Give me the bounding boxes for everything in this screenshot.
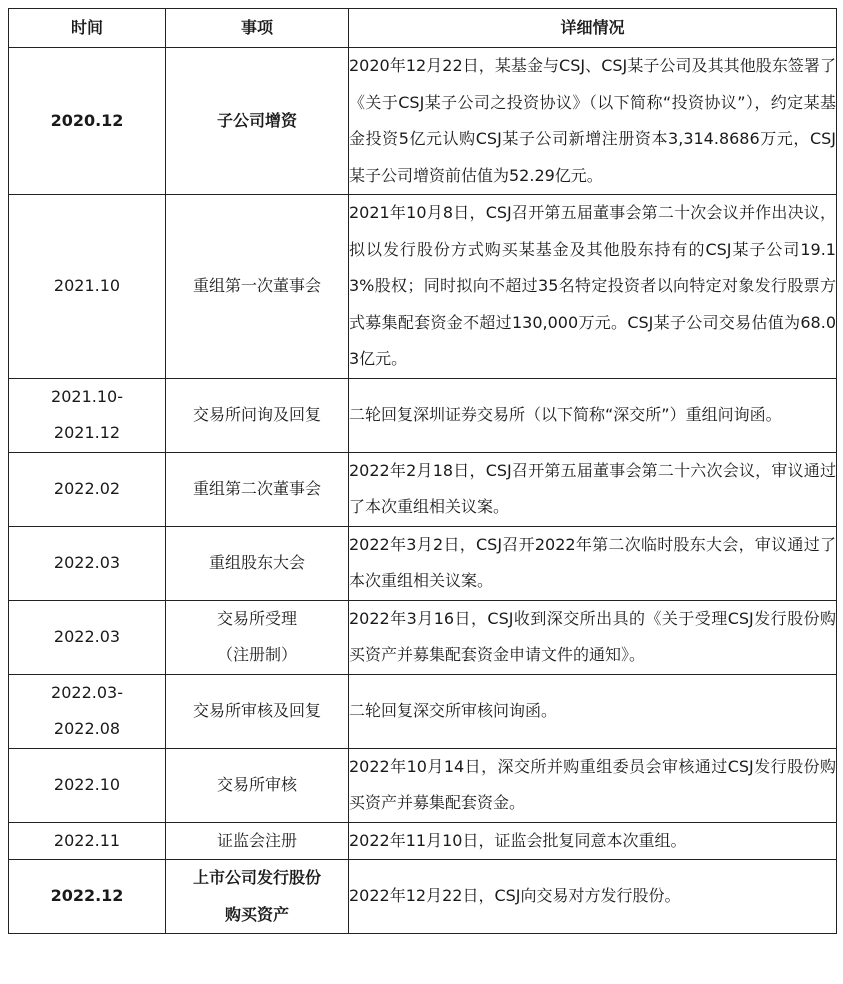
row-time: 2022.12 xyxy=(9,860,166,934)
row-item: 交易所审核及回复 xyxy=(166,674,349,748)
row-detail: 2022年10月14日，深交所并购重组委员会审核通过CSJ发行股份购买资产并募集配套资金。 xyxy=(349,748,837,822)
row-detail: 2020年12月22日，某基金与CSJ、CSJ某子公司及其其他股东签署了《关于CSJ某子公司之投资协议》（以下简称“投资协议”），约定某基金投资5亿元认购CSJ某子公司新增注册资本3,314.8686万元，CSJ某子公司增资前估值为52.29亿元。 xyxy=(349,48,837,195)
row-time: 2022.11 xyxy=(9,822,166,860)
row-detail: 2022年12月22日，CSJ向交易对方发行股份。 xyxy=(349,860,837,934)
row-time-line1: 2021.10- xyxy=(51,386,123,406)
row-time-line1: 2022.03- xyxy=(51,682,123,702)
row-item: 重组第一次董事会 xyxy=(166,195,349,379)
row-time-line2: 2022.08 xyxy=(53,719,121,738)
row-detail: 2022年2月18日，CSJ召开第五届董事会第二十六次会议，审议通过了本次重组相关议案。 xyxy=(349,452,837,526)
row-time: 2020.12 xyxy=(9,48,166,195)
row-time: 2022.03 xyxy=(9,526,166,600)
row-item: 证监会注册 xyxy=(166,822,349,860)
row-time xyxy=(9,674,166,748)
row-time: 2022.10 xyxy=(9,748,166,822)
row-item: 重组第二次董事会 xyxy=(166,452,349,526)
row-detail: 2022年11月10日，证监会批复同意本次重组。 xyxy=(349,822,837,860)
row-detail: 二轮回复深交所审核问询函。 xyxy=(349,674,837,748)
row-item-line2: （注册制） xyxy=(216,645,297,664)
table-row xyxy=(9,822,837,860)
row-time: 2022.03 xyxy=(9,600,166,674)
row-item-line2: 购买资产 xyxy=(224,904,289,924)
row-time: 2022.02 xyxy=(9,452,166,526)
table-row xyxy=(9,748,837,822)
table-row xyxy=(9,860,837,934)
header-detail: 详细情况 xyxy=(349,9,837,48)
row-time xyxy=(9,378,166,452)
header-item: 事项 xyxy=(166,9,349,48)
table-row xyxy=(9,526,837,600)
row-item: 重组股东大会 xyxy=(166,526,349,600)
table-header-row xyxy=(9,9,837,48)
table-row xyxy=(9,674,837,748)
table-row xyxy=(9,452,837,526)
row-time-line2: 2021.12 xyxy=(53,423,121,442)
header-time: 时间 xyxy=(9,9,166,48)
row-item: 交易所审核 xyxy=(166,748,349,822)
row-item: 子公司增资 xyxy=(166,48,349,195)
row-item: 交易所问询及回复 xyxy=(166,378,349,452)
table-row xyxy=(9,378,837,452)
table-row xyxy=(9,195,837,379)
table-row xyxy=(9,600,837,674)
row-item xyxy=(166,600,349,674)
table-row xyxy=(9,48,837,195)
row-item xyxy=(166,860,349,934)
row-detail: 二轮回复深圳证券交易所（以下简称“深交所”）重组问询函。 xyxy=(349,378,837,452)
row-detail: 2022年3月16日，CSJ收到深交所出具的《关于受理CSJ发行股份购买资产并募集配套资金申请文件的通知》。 xyxy=(349,600,837,674)
row-detail: 2021年10月8日，CSJ召开第五届董事会第二十次会议并作出决议，拟以发行股份方式购买某基金及其他股东持有的CSJ某子公司19.13%股权；同时拟向不超过35名特定投资者以向特定对象发行股票方式募集配套资金不超过130,000万元。CSJ某子公司交易估值为68.03亿元。 xyxy=(349,195,837,379)
row-item-line1: 上市公司发行股份 xyxy=(192,868,321,887)
row-detail: 2022年3月2日，CSJ召开2022年第二次临时股东大会，审议通过了本次重组相关议案。 xyxy=(349,526,837,600)
timeline-table xyxy=(8,8,837,934)
row-item-line1: 交易所受理 xyxy=(216,608,297,628)
row-time: 2021.10 xyxy=(9,195,166,379)
